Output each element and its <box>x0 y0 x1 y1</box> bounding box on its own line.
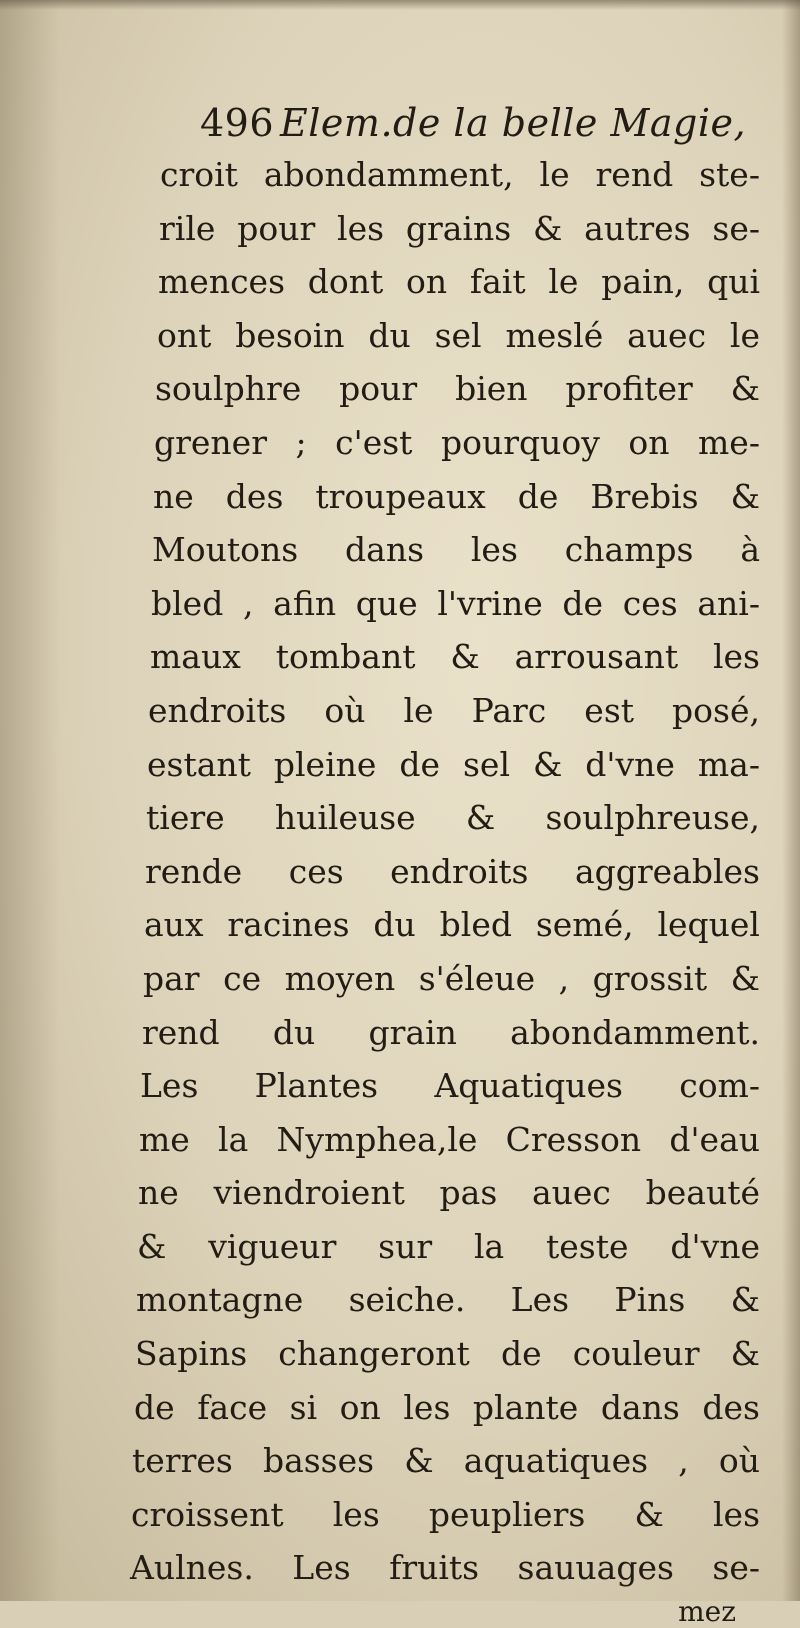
text-line: par ce moyen s'éleue , grossit & <box>143 958 760 998</box>
text-line: rile pour les grains & autres se- <box>159 208 760 248</box>
text-line: estant pleine de sel & d'vne ma- <box>147 744 760 784</box>
text-line: grener ; c'est pourquoy on me- <box>154 422 760 462</box>
text-line: ne des troupeaux de Brebis & <box>153 476 760 516</box>
text-line: rend du grain abondamment. <box>142 1012 760 1052</box>
text-line: & vigueur sur la teste d'vne <box>137 1226 760 1266</box>
text-line: Sapins changeront de couleur & <box>135 1334 760 1374</box>
text-line: de face si on les plante dans des <box>134 1387 760 1427</box>
top-edge-shadow <box>0 0 800 10</box>
running-header <box>200 98 760 148</box>
text-line: soulphre pour bien profiter & <box>155 369 760 409</box>
text-line: rende ces endroits aggreables <box>145 851 760 891</box>
text-line: Aulnes. Les fruits sauuages se- <box>130 1548 760 1588</box>
text-line: me la Nymphea,le Cresson d'eau <box>139 1119 760 1159</box>
text-line: ne viendroient pas auec beauté <box>138 1173 760 1213</box>
body-text <box>130 148 760 1595</box>
text-line: aux racines du bled semé, lequel <box>144 905 760 945</box>
text-line: terres basses & aquatiques , où <box>132 1441 760 1481</box>
page-edge-shadow <box>782 0 800 1601</box>
catchword: mez <box>678 1595 736 1628</box>
text-line: mences dont on fait le pain, qui <box>158 262 760 302</box>
page-number: 496 <box>200 101 275 145</box>
text-line: Moutons dans les champs à <box>152 530 760 570</box>
gutter-shadow <box>0 0 60 1601</box>
text-line: montagne seiche. Les Pins & <box>136 1280 760 1320</box>
text-line: croissent les peupliers & les <box>131 1494 760 1534</box>
text-line: endroits où le Parc est posé, <box>148 690 760 730</box>
text-block <box>130 98 760 1628</box>
running-head-title: Elem.de la belle Magie, <box>280 101 747 145</box>
text-line: bled , afin que l'vrine de ces ani- <box>151 583 760 623</box>
text-line: ont besoin du sel meslé auec le <box>157 315 760 355</box>
text-line: tiere huileuse & soulphreuse, <box>146 798 760 838</box>
text-line: Les Plantes Aquatiques com- <box>140 1066 760 1106</box>
text-line: croit abondamment, le rend ste- <box>160 155 760 194</box>
text-line: maux tombant & arrousant les <box>150 637 760 677</box>
